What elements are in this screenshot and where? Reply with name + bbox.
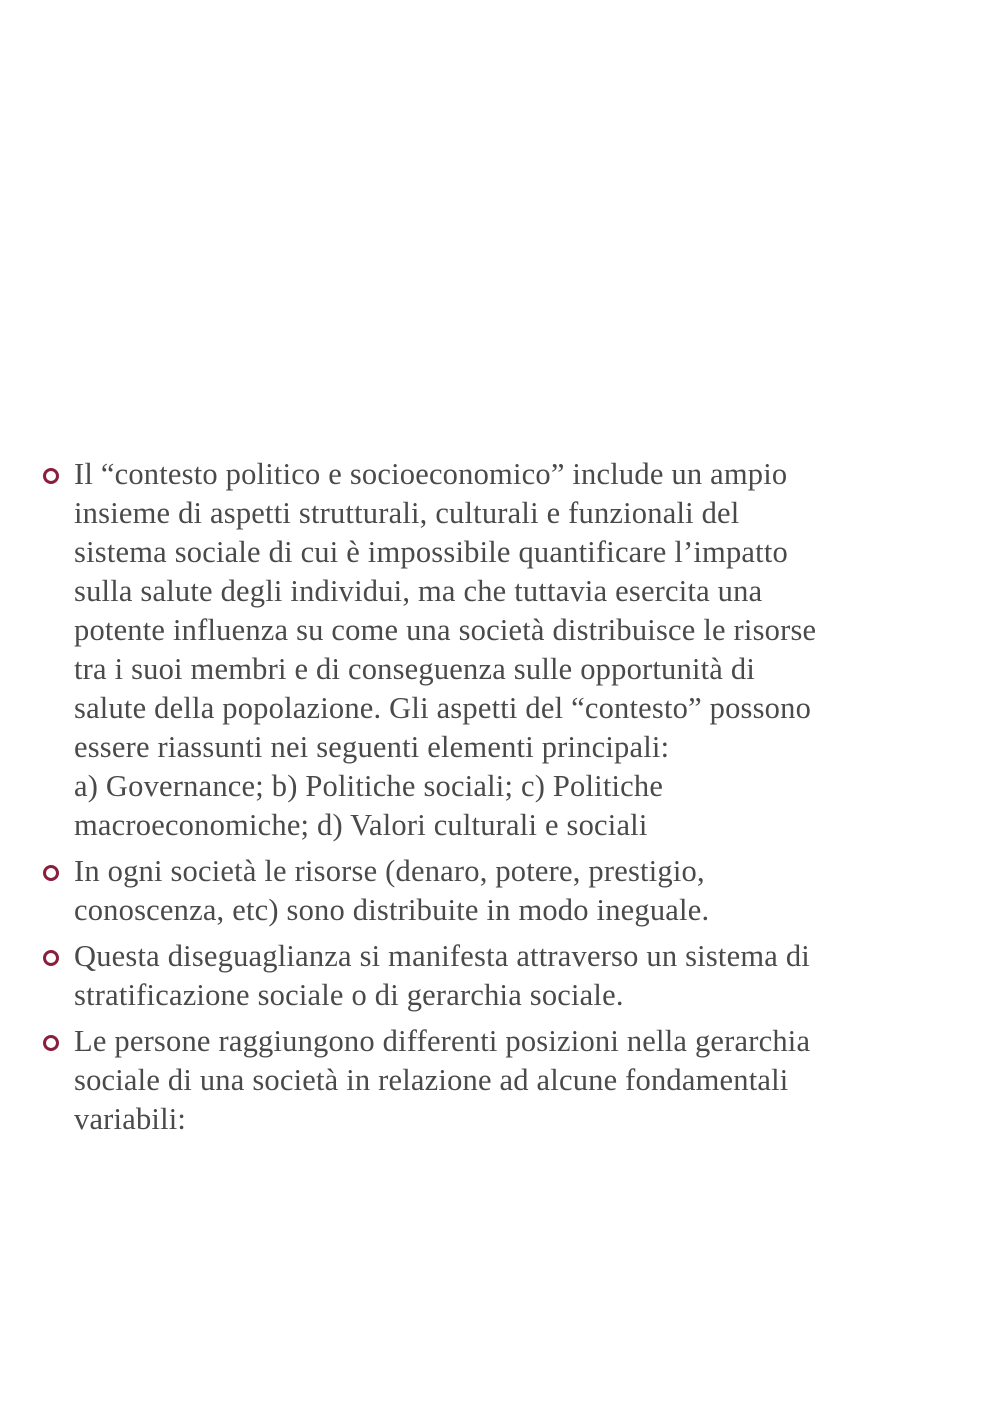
bullet-item-context bbox=[40, 455, 830, 845]
bullet-item-hierarchy bbox=[40, 1022, 830, 1139]
bullet-text: In ogni società le risorse (denaro, potere, prestigio, conoscenza, etc) sono distribuite in modo ineguale. bbox=[74, 854, 710, 927]
bullet-item-inequality bbox=[40, 937, 830, 1015]
hollow-circle-bullet-icon bbox=[43, 950, 59, 966]
hollow-circle-bullet-icon bbox=[43, 865, 59, 881]
bullet-item-resources bbox=[40, 852, 830, 930]
bullet-text: Il “contesto politico e socioeconomico” include un ampio insieme di aspetti strutturali, culturali e funzionali del sistema sociale di cui è impossibile quantificare l’impatto sulla salute degli individui, ma che tuttavia esercita una potente influenza su come una società distribuisce le risorse tra i suoi membri e di conseguenza sulle opportunità di salute della popolazione. Gli aspetti del “contesto” possono essere riassunti nei seguenti elementi principali: a) Governance; b) Politiche sociali; c) Politiche macroeconomiche; d) Valori culturali e sociali bbox=[74, 457, 817, 842]
hollow-circle-bullet-icon bbox=[43, 468, 59, 484]
bullet-text: Le persone raggiungono differenti posizioni nella gerarchia sociale di una società in relazione ad alcune fondamentali variabili: bbox=[74, 1024, 811, 1136]
slide-text-block bbox=[40, 455, 830, 1146]
bullet-text: Questa diseguaglianza si manifesta attraverso un sistema di stratificazione sociale o di gerarchia sociale. bbox=[74, 939, 810, 1012]
hollow-circle-bullet-icon bbox=[43, 1035, 59, 1051]
bullet-list bbox=[40, 455, 830, 1139]
